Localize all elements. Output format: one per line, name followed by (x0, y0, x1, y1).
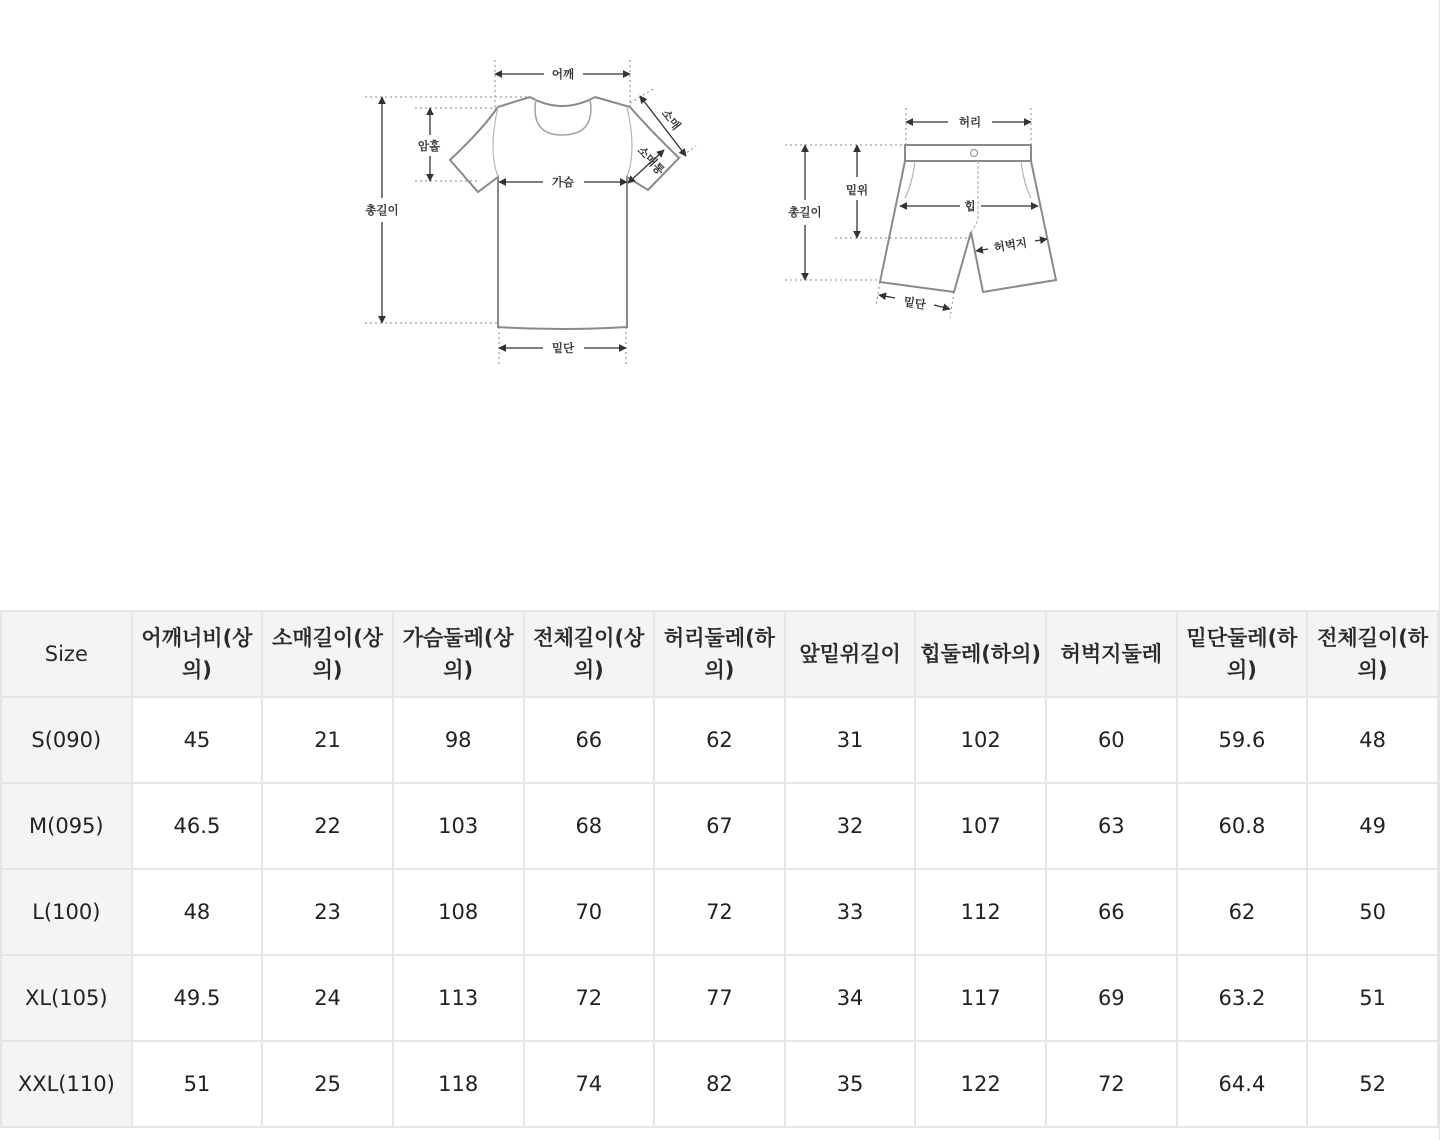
table-cell: 51 (1307, 955, 1438, 1041)
table-cell: 50 (1307, 869, 1438, 955)
header-sleeve-length: 소매길이(상 의) (262, 611, 393, 697)
table-cell: 77 (654, 955, 785, 1041)
table-cell: 70 (524, 869, 655, 955)
table-cell: 60 (1046, 697, 1177, 783)
table-cell: 25 (262, 1041, 393, 1127)
size-chart-body (1, 697, 1438, 1127)
table-cell: 32 (785, 783, 916, 869)
table-cell: 35 (785, 1041, 916, 1127)
table-row (1, 1041, 1438, 1127)
size-cell: L(100) (1, 869, 132, 955)
table-cell: 24 (262, 955, 393, 1041)
header-top-total-length: 전체길이(상 의) (524, 611, 655, 697)
table-cell: 103 (393, 783, 524, 869)
table-cell: 64.4 (1177, 1041, 1308, 1127)
table-cell: 22 (262, 783, 393, 869)
table-cell: 122 (915, 1041, 1046, 1127)
table-cell: 72 (524, 955, 655, 1041)
size-cell: XXL(110) (1, 1041, 132, 1127)
table-cell: 59.6 (1177, 697, 1308, 783)
table-cell: 74 (524, 1041, 655, 1127)
label-bottom-total-length: 총길이 (788, 205, 822, 219)
table-row (1, 783, 1438, 869)
table-cell: 63.2 (1177, 955, 1308, 1041)
table-cell: 48 (132, 869, 263, 955)
size-cell: M(095) (1, 783, 132, 869)
table-cell: 117 (915, 955, 1046, 1041)
table-cell: 63 (1046, 783, 1177, 869)
table-cell: 108 (393, 869, 524, 955)
table-cell: 33 (785, 869, 916, 955)
table-cell: 72 (654, 869, 785, 955)
table-cell: 112 (915, 869, 1046, 955)
size-cell: S(090) (1, 697, 132, 783)
label-top-total-length: 총길이 (365, 203, 399, 217)
table-cell: 69 (1046, 955, 1177, 1041)
header-row (1, 611, 1438, 697)
table-cell: 66 (524, 697, 655, 783)
table-cell: 62 (1177, 869, 1308, 955)
size-chart-table (0, 610, 1439, 1128)
table-cell: 102 (915, 697, 1046, 783)
table-cell: 60.8 (1177, 783, 1308, 869)
table-cell: 67 (654, 783, 785, 869)
label-hip: 힙 (964, 199, 976, 213)
label-thigh: 허벅지 (992, 235, 1028, 255)
table-cell: 51 (132, 1041, 263, 1127)
table-cell: 49.5 (132, 955, 263, 1041)
table-cell: 68 (524, 783, 655, 869)
size-diagram (0, 0, 1445, 400)
table-cell: 48 (1307, 697, 1438, 783)
size-cell: XL(105) (1, 955, 132, 1041)
table-row (1, 955, 1438, 1041)
table-cell: 23 (262, 869, 393, 955)
header-hem: 밑단둘레(하 의) (1177, 611, 1308, 697)
table-row (1, 869, 1438, 955)
shorts-illustration (785, 108, 1056, 318)
table-cell: 107 (915, 783, 1046, 869)
label-rise: 밑위 (845, 183, 869, 197)
table-cell: 49 (1307, 783, 1438, 869)
table-cell: 21 (262, 697, 393, 783)
label-bottom-hem: 밑단 (902, 294, 927, 312)
table-cell: 34 (785, 955, 916, 1041)
label-top-hem: 밑단 (551, 341, 575, 355)
table-cell: 118 (393, 1041, 524, 1127)
header-chest: 가슴둘레(상 의) (393, 611, 524, 697)
header-bottom-total-length: 전체길이(하 의) (1307, 611, 1438, 697)
table-cell: 98 (393, 697, 524, 783)
table-cell: 62 (654, 697, 785, 783)
table-cell: 46.5 (132, 783, 263, 869)
size-chart-header (1, 611, 1438, 697)
label-armhole: 암홀 (417, 139, 441, 153)
header-hip: 힙둘레(하의) (915, 611, 1046, 697)
label-sleeve: 소매 (658, 106, 684, 133)
label-chest: 가슴 (551, 175, 575, 189)
header-front-rise: 앞밑위길이 (785, 611, 916, 697)
table-cell: 113 (393, 955, 524, 1041)
label-shoulder: 어깨 (551, 67, 575, 81)
table-cell: 66 (1046, 869, 1177, 955)
header-size: Size (1, 611, 132, 697)
table-row (1, 697, 1438, 783)
garment-measurement-illustration (0, 0, 1445, 400)
header-waist: 허리둘레(하 의) (654, 611, 785, 697)
tshirt-illustration (364, 60, 696, 365)
header-shoulder-width: 어깨너비(상 의) (132, 611, 263, 697)
table-cell: 72 (1046, 1041, 1177, 1127)
table-cell: 31 (785, 697, 916, 783)
label-sleeve-opening: 소매통 (634, 143, 668, 178)
table-cell: 52 (1307, 1041, 1438, 1127)
header-thigh: 허벅지둘레 (1046, 611, 1177, 697)
table-cell: 82 (654, 1041, 785, 1127)
label-waist: 허리 (958, 115, 982, 129)
table-cell: 45 (132, 697, 263, 783)
